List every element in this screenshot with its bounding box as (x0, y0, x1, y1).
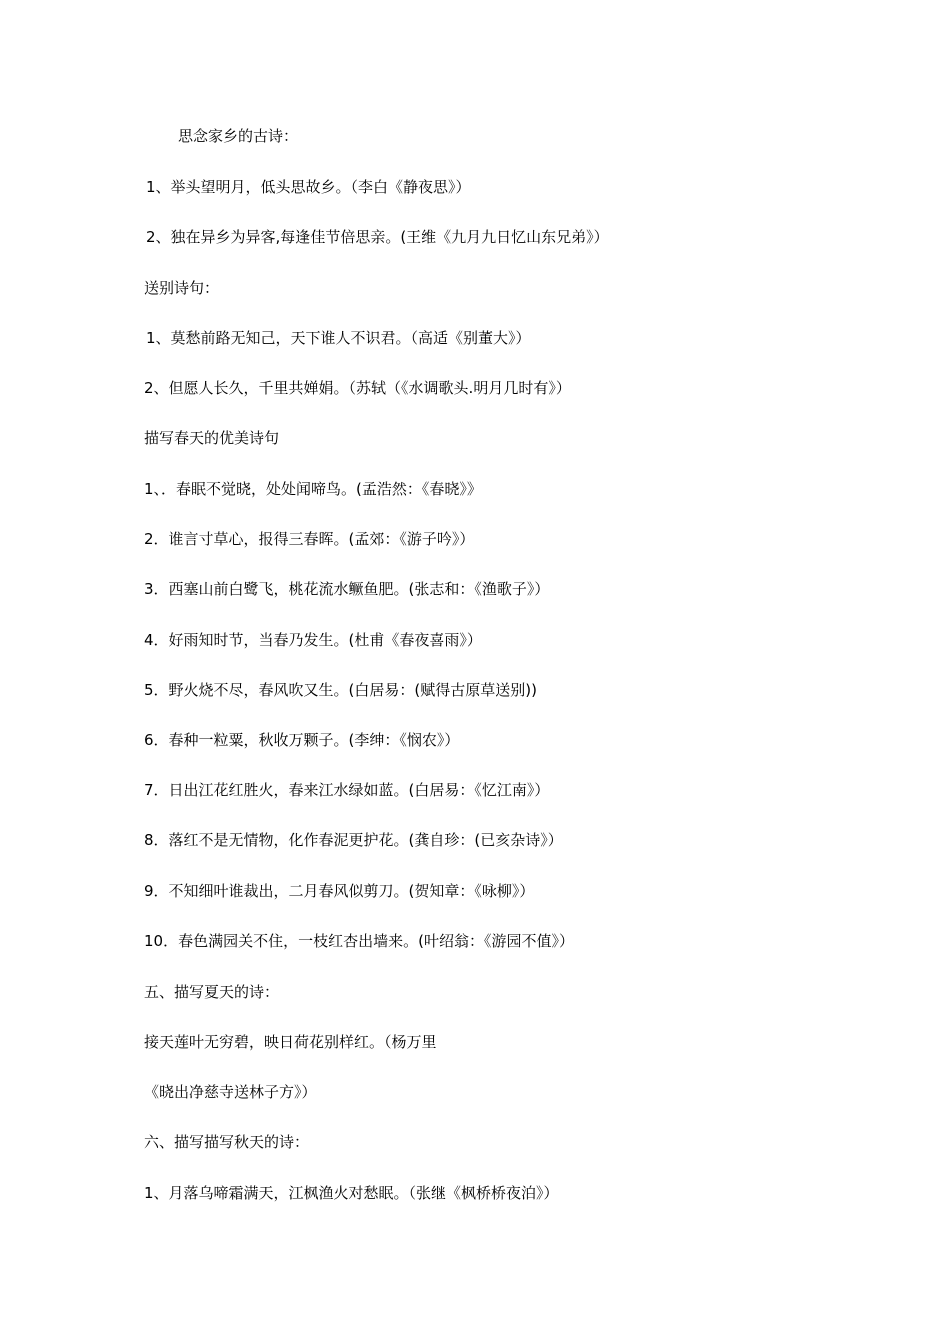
poem-line: 8．落红不是无情物，化作春泥更护花。(龚自珍：(已亥杂诗》） (144, 831, 563, 849)
poem-line: 2．谁言寸草心，报得三春晖。(孟郊：《游子吟》） (144, 530, 475, 548)
poem-line: 1、莫愁前路无知己，天下谁人不识君。（高适《别董大》） (146, 329, 531, 347)
poem-line: 10．春色满园关不住，一枝红杏出墙来。(叶绍翁：《游园不值》） (144, 932, 574, 950)
poem-line: 1、举头望明月，低头思故乡。（李白《静夜思》） (146, 178, 471, 196)
poem-line: 2、独在异乡为异客,每逢佳节倍思亲。(王维《九月九日忆山东兄弟》） (146, 228, 609, 246)
poem-line: 7．日出江花红胜火，春来江水绿如蓝。(白居易：《忆江南》） (144, 781, 550, 799)
heading-homesick-poems: 思念家乡的古诗： (178, 127, 299, 145)
poem-line: 5．野火烧不尽，春风吹又生。(白居易：(赋得古原草送别)) (144, 681, 537, 699)
poem-line: 接天莲叶无穷碧，映日荷花别样红。（杨万里 (144, 1033, 437, 1051)
poem-line: 《晓出净慈寺送林子方》） (144, 1083, 317, 1101)
poem-line: 9．不知细叶谁裁出，二月春风似剪刀。(贺知章：《咏柳》） (144, 882, 535, 900)
heading-spring-poems: 描写春天的优美诗句 (144, 429, 280, 447)
heading-farewell-poems: 送别诗句： (144, 279, 220, 297)
poem-line: 4．好雨知时节，当春乃发生。(杜甫《春夜喜雨》） (144, 631, 482, 649)
heading-autumn-poems: 六、描写描写秋天的诗： (144, 1133, 310, 1151)
poem-line: 1、月落乌啼霜满天，江枫渔火对愁眠。（张继《枫桥桥夜泊》） (144, 1184, 559, 1202)
heading-summer-poems: 五、描写夏天的诗： (144, 983, 280, 1001)
poem-line: 3．西塞山前白鹭飞，桃花流水鳜鱼肥。(张志和：《渔歌子》） (144, 580, 550, 598)
poem-line: 6．春种一粒粟，秋收万颗子。(李绅：《悯农》） (144, 731, 460, 749)
poem-line: 2、但愿人长久，千里共婵娟。（苏轼（《水调歌头.明月几时有》） (144, 379, 571, 397)
poem-line: 1、．春眠不觉晓，处处闻啼鸟。(孟浩然：《春晓》》 (144, 480, 482, 498)
